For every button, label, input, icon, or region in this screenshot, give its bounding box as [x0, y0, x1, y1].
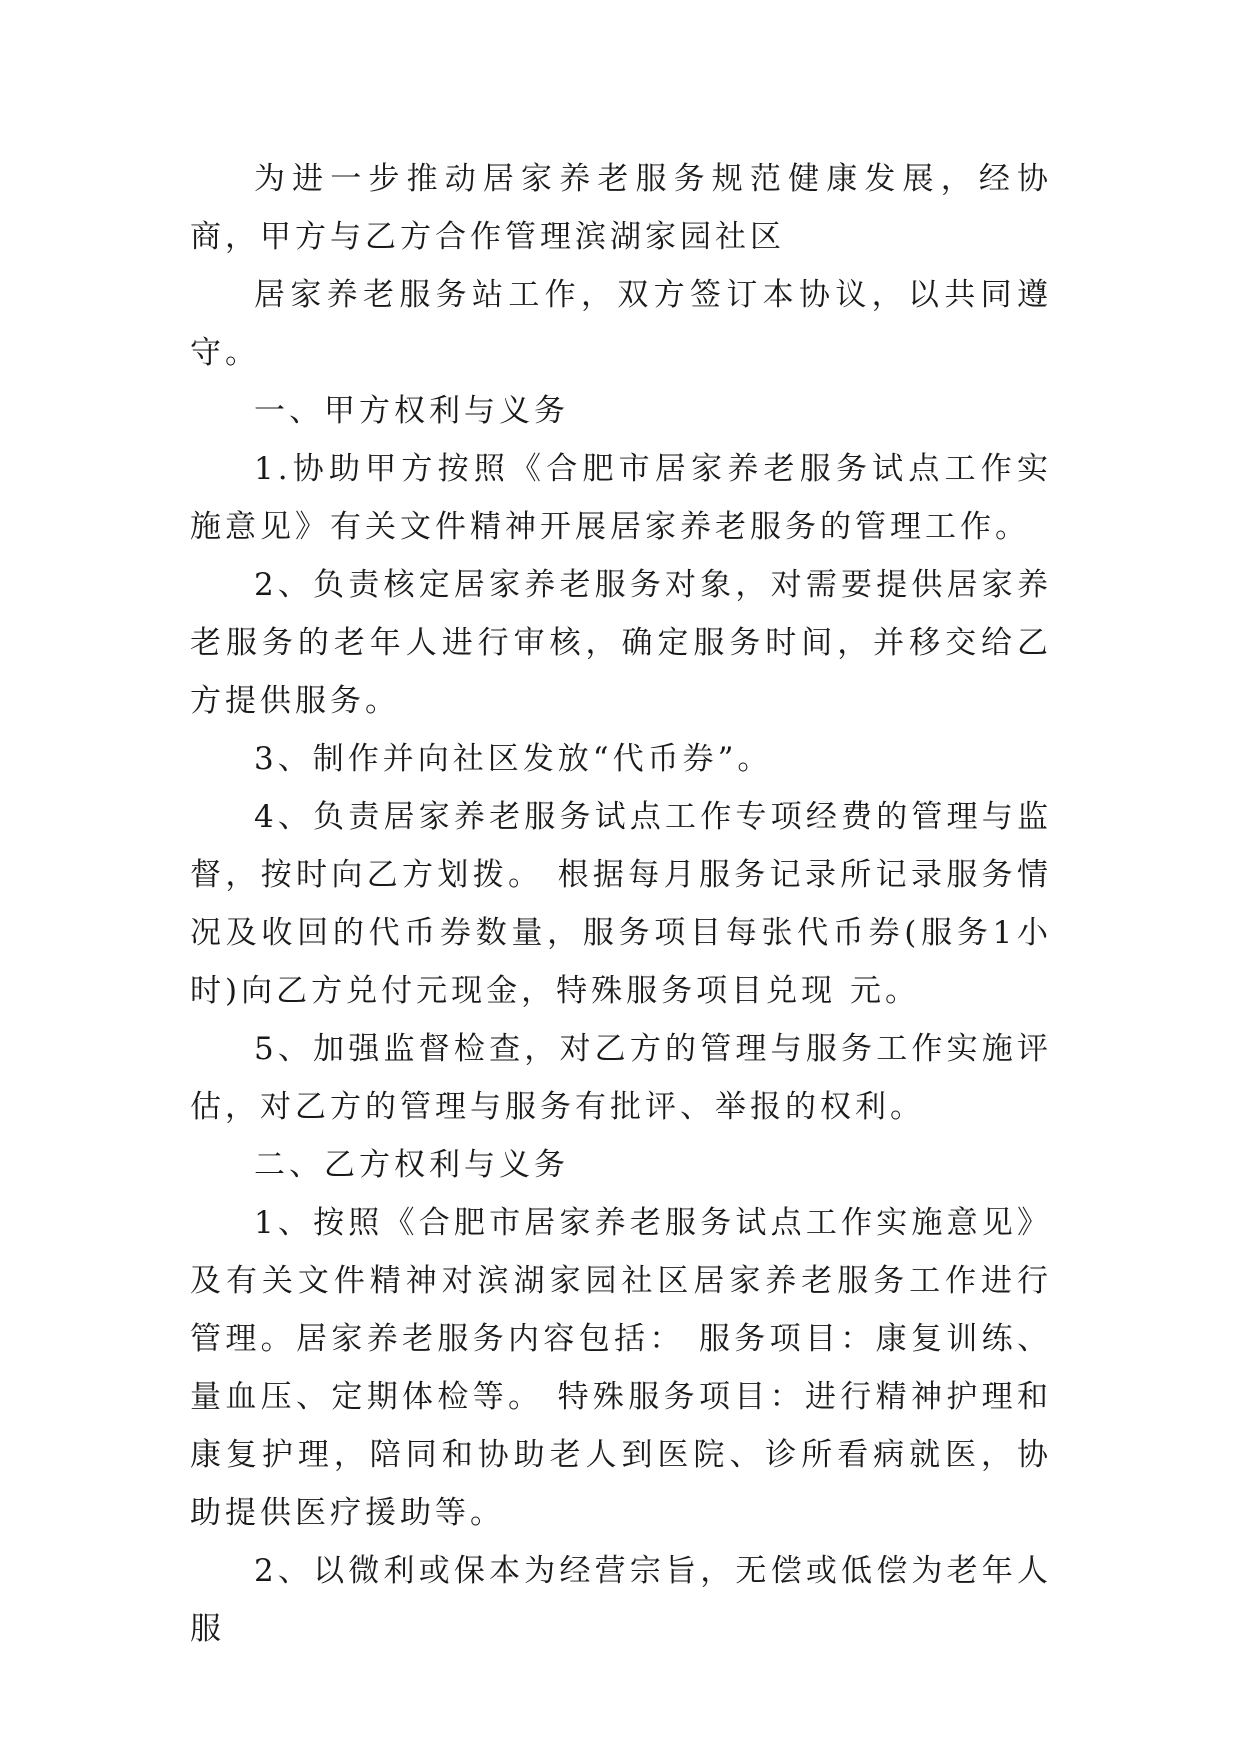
document-page: [190, 150, 1052, 1658]
section-heading-party-b: 二、乙方权利与义务: [254, 1147, 569, 1183]
party-a-item-3: 3、制作并向社区发放“代币券”。: [254, 741, 773, 777]
party-b-item-2: 2、以微利或保本为经营宗旨，无偿或低偿为老年人服: [190, 1553, 1052, 1647]
paragraph-intro: 为进一步推动居家养老服务规范健康发展，经协商，甲方与乙方合作管理滨湖家园社区: [190, 161, 1052, 255]
party-a-item-1: 1.协助甲方按照《合肥市居家养老服务试点工作实施意见》有关文件精神开展居家养老服务的管理工作。: [190, 451, 1052, 545]
party-a-item-5: 5、加强监督检查，对乙方的管理与服务工作实施评估，对乙方的管理与服务有批评、举报的权利。: [190, 1031, 1052, 1125]
party-a-item-4: 4、负责居家养老服务试点工作专项经费的管理与监督，按时向乙方划拨。 根据每月服务记录所记录服务情况及收回的代币券数量，服务项目每张代币券(服务1小时)向乙方兑付元现金，特殊服务项目兑现 元。: [190, 799, 1052, 1009]
party-b-item-1: 1、按照《合肥市居家养老服务试点工作实施意见》及有关文件精神对滨湖家园社区居家养老服务工作进行管理。居家养老服务内容包括： 服务项目：康复训练、量血压、定期体检等。 特殊服务项目：进行精神护理和康复护理，陪同和协助老人到医院、诊所看病就医，协助提供医疗援助等。: [190, 1205, 1052, 1531]
party-a-item-2: 2、负责核定居家养老服务对象，对需要提供居家养老服务的老年人进行审核，确定服务时间，并移交给乙方提供服务。: [190, 567, 1052, 719]
paragraph-intro-continued: 居家养老服务站工作，双方签订本协议，以共同遵守。: [190, 277, 1052, 371]
section-heading-party-a: 一、甲方权利与义务: [254, 393, 569, 429]
